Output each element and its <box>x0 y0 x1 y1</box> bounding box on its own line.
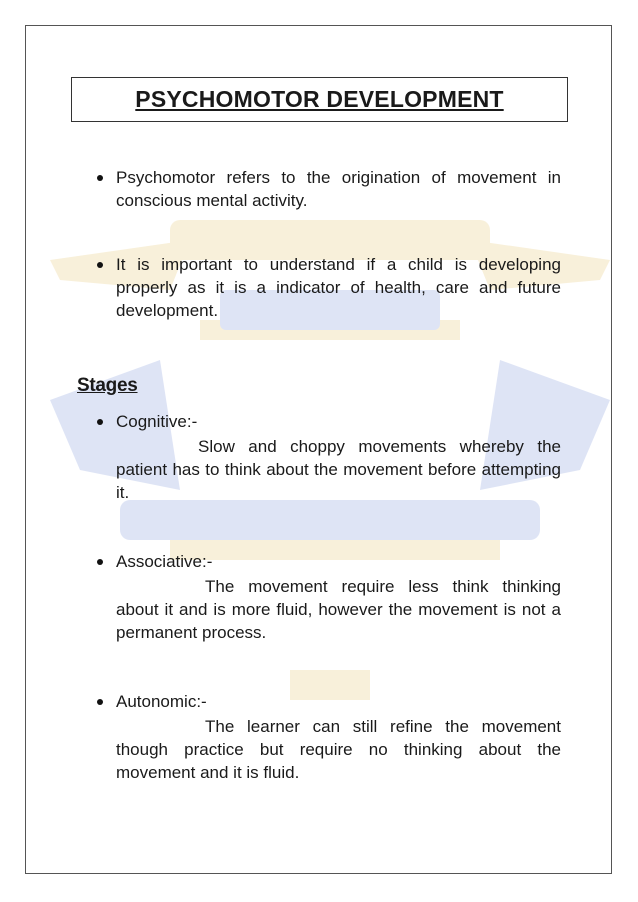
stage-item <box>97 410 561 504</box>
bullet-dot-icon <box>97 699 103 705</box>
page-title: PSYCHOMOTOR DEVELOPMENT <box>135 86 504 112</box>
stage-item <box>97 690 561 784</box>
bullet-dot-icon <box>97 262 103 268</box>
stage-name: Autonomic:- <box>116 692 207 711</box>
stage-name: Associative:- <box>116 552 213 571</box>
intro-bullet-text: Psychomotor refers to the origination of movement in conscious mental activity. <box>116 168 561 210</box>
intro-bullet <box>97 166 561 212</box>
stage-description: The movement require less think thinking about it and is more fluid, however the movement is not a permanent process. <box>116 577 561 642</box>
bullet-dot-icon <box>97 175 103 181</box>
stage-description: Slow and choppy movements whereby the patient has to think about the movement before attempting it. <box>116 437 561 502</box>
section-heading: Stages <box>77 375 138 396</box>
intro-bullet <box>97 253 561 322</box>
intro-bullet-text: It is important to understand if a child is developing properly as it is a indicator of health, care and future development. <box>116 255 561 320</box>
bullet-dot-icon <box>97 419 103 425</box>
stage-item <box>97 550 561 644</box>
title-box <box>71 77 568 122</box>
stage-description: The learner can still refine the movement though practice but require no thinking about the movement and it is fluid. <box>116 717 561 782</box>
bullet-dot-icon <box>97 559 103 565</box>
stage-name: Cognitive:- <box>116 412 198 431</box>
